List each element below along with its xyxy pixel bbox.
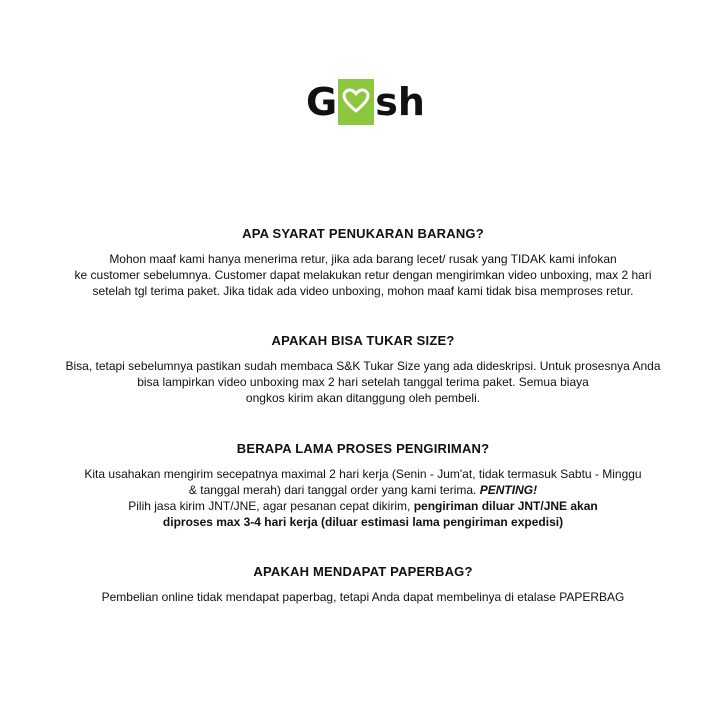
faq-answer-line — [0, 498, 726, 514]
faq-section-shipping — [0, 441, 726, 530]
faq-answer-text: Pilih jasa kirim JNT/JNE, agar pesanan cepat dikirim, — [128, 499, 411, 513]
faq-answer-line: setelah tgl terima paket. Jika tidak ada video unboxing, mohon maaf kami tidak bisa memproses retur. — [92, 284, 634, 298]
faq-answer-line: Pembelian online tidak mendapat paperbag, tetapi Anda dapat membelinya di etalase PAPERBAG — [101, 590, 625, 604]
faq-answer-line: bisa lampirkan video unboxing max 2 hari setelah tanggal terima paket. Semua biaya — [137, 375, 589, 389]
faq-answer-line: Kita usahakan mengirim secepatnya maximal 2 hari kerja (Senin - Jum'at, tidak termasuk Sabtu - Minggu — [84, 467, 642, 481]
faq-answer-line: Bisa, tetapi sebelumnya pastikan sudah membaca S&K Tukar Size yang ada dideskripsi. Untuk prosesnya Anda — [65, 359, 661, 373]
faq-answer-text: & tanggal merah) dari tanggal order yang kami terima. — [188, 483, 477, 497]
faq-answer-line — [0, 482, 726, 498]
logo-letter-g: G — [306, 80, 338, 124]
faq-answer-line: ongkos kirim akan ditanggung oleh pembeli. — [245, 391, 481, 405]
faq-section-return — [0, 226, 726, 299]
faq-answer-bold-text: pengiriman diluar JNT/JNE akan — [413, 499, 598, 513]
faq-answer-line: Mohon maaf kami hanya menerima retur, jika ada barang lecet/ rusak yang TIDAK kami infokan — [109, 252, 617, 266]
gosh-logo — [306, 79, 425, 125]
faq-section-paperbag — [0, 564, 726, 605]
faq-answer-line: ke customer sebelumnya. Customer dapat melakukan retur dengan mengirimkan video unboxing, max 2 hari — [74, 268, 652, 282]
heart-outline-icon — [342, 88, 370, 114]
faq-question: BERAPA LAMA PROSES PENGIRIMAN? — [236, 441, 490, 456]
faq-question: APAKAH MENDAPAT PAPERBAG? — [253, 564, 473, 579]
faq-question: APAKAH BISA TUKAR SIZE? — [271, 333, 455, 348]
important-notice: PENTING! — [479, 483, 538, 497]
faq-answer-line: diproses max 3-4 hari kerja (diluar estimasi lama pengiriman expedisi) — [162, 515, 564, 529]
logo-letters-sh: sh — [375, 80, 425, 124]
faq-section-size-exchange — [0, 333, 726, 406]
logo-green-box — [338, 79, 374, 125]
faq-question: APA SYARAT PENUKARAN BARANG? — [242, 226, 484, 241]
